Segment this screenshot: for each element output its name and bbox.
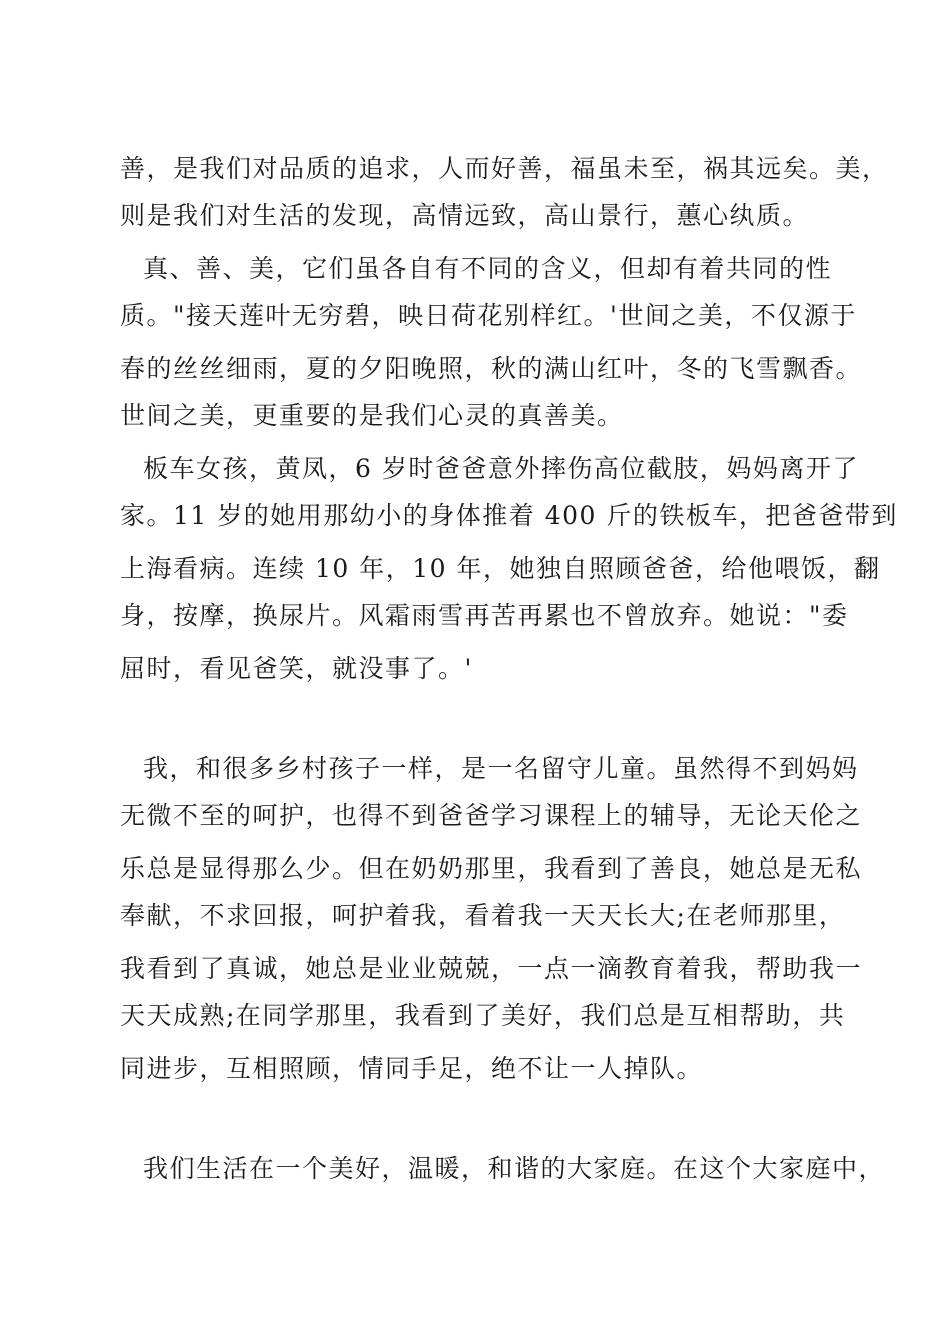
text-line: 天天成熟;在同学那里，我看到了美好，我们总是互相帮助，共 — [120, 1001, 846, 1030]
text-line: 上海看病。连续 10 年，10 年，她独自照顾爸爸，给他喂饭，翻 — [120, 554, 881, 583]
text-line: 无微不至的呵护，也得不到爸爸学习课程上的辅导，无论天伦之 — [120, 801, 863, 830]
text-line: 奉献，不求回报，呵护着我，看着我一天天长大;在老师那里， — [120, 901, 846, 930]
text-line: 板车女孩，黄凤，6 岁时爸爸意外摔伤高位截肢，妈妈离开了 — [143, 454, 859, 483]
text-line: 春的丝丝细雨，夏的夕阳晚照，秋的满山红叶，冬的飞雪飘香。 — [120, 354, 863, 383]
text-line: 质。"接天莲叶无穷碧，映日荷花别样红。'世间之美，不仅源于 — [120, 301, 857, 330]
text-line: 则是我们对生活的发现，高情远致，高山景行，蕙心纨质。 — [120, 201, 810, 230]
text-line: 我看到了真诚，她总是业业兢兢，一点一滴教育着我，帮助我一 — [120, 954, 863, 983]
text-line: 屈时，看见爸笑，就没事了。' — [120, 654, 473, 683]
text-line: 善，是我们对品质的追求，人而好善，福虽未至，祸其远矣。美， — [120, 154, 889, 183]
text-line: 乐总是显得那么少。但在奶奶那里，我看到了善良，她总是无私 — [120, 854, 863, 883]
text-line: 真、善、美，它们虽各自有不同的含义，但却有着共同的性 — [143, 254, 833, 283]
text-line: 我们生活在一个美好，温暖，和谐的大家庭。在这个大家庭中， — [143, 1154, 886, 1183]
text-line: 同进步，互相照顾，情同手足，绝不让一人掉队。 — [120, 1054, 704, 1083]
text-line: 世间之美，更重要的是我们心灵的真善美。 — [120, 401, 624, 430]
text-line: 身，按摩，换尿片。风霜雨雪再苦再累也不曾放弃。她说："委 — [120, 601, 849, 630]
text-line: 我，和很多乡村孩子一样，是一名留守儿童。虽然得不到妈妈 — [143, 754, 859, 783]
text-line: 家。11 岁的她用那幼小的身体推着 400 斤的铁板车，把爸爸带到 — [120, 501, 898, 530]
